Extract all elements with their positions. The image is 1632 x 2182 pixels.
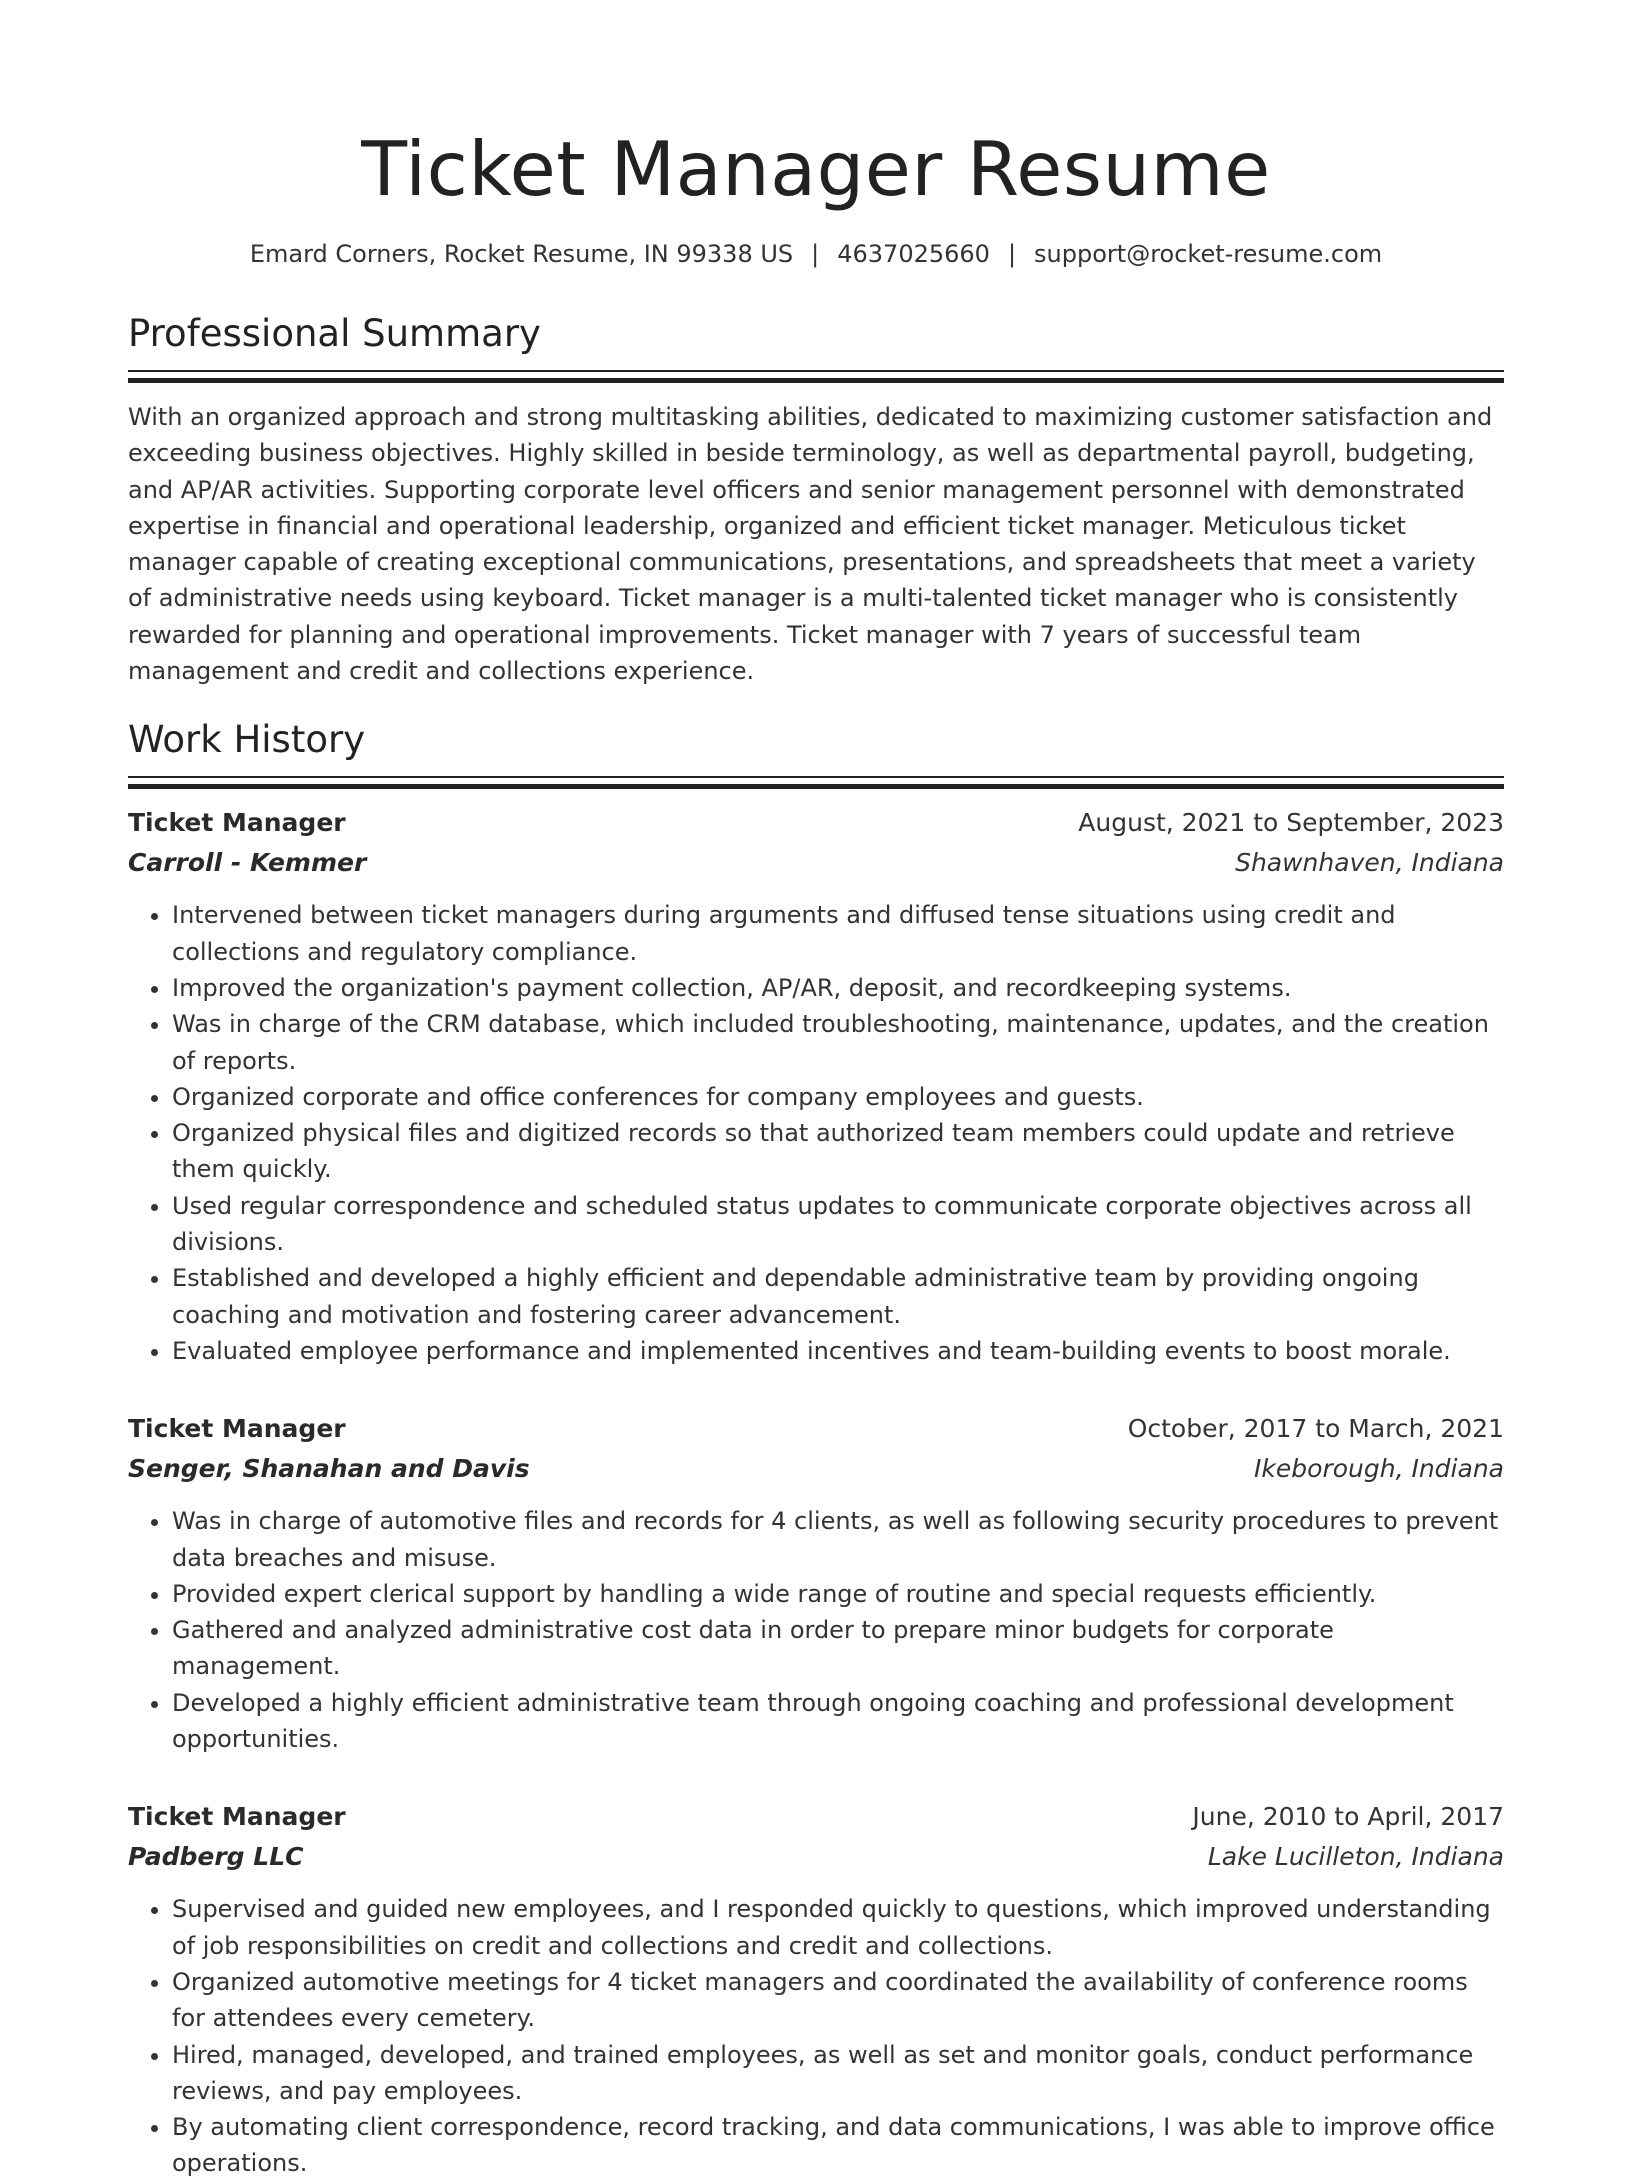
job-entry <box>128 1409 1504 1757</box>
summary-paragraph: With an organized approach and strong multitasking abilities, dedicated to maximizing customer satisfaction and exceeding business objectives. Highly skilled in beside terminology, as well as departmental payroll, budgeting, and AP/AR activities. Supporting corporate level officers and senior management personnel with demonstrated expertise in financial and operational leadership, organized and efficient ticket manager. Meticulous ticket manager capable of creating exceptional communications, presentations, and spreadsheets that meet a variety of administrative needs using keyboard. Ticket manager is a multi-talented ticket manager who is consistently rewarded for planning and operational improvements. Ticket manager with 7 years of successful team management and credit and collections experience. <box>128 403 1493 686</box>
job-bullet: • Intervened between ticket managers during arguments and diffused tense situations using credit and collections and regulatory compliance. <box>172 897 1504 970</box>
job-bullet: • Organized automotive meetings for 4 ticket managers and coordinated the availability of conference rooms for attendees every cemetery. <box>172 1964 1504 2037</box>
contact-separator: | <box>811 240 820 268</box>
job-dates: June, 2010 to April, 2017 <box>1192 1802 1504 1832</box>
job-dates: August, 2021 to September, 2023 <box>1078 808 1504 838</box>
job-header-row <box>128 803 1504 843</box>
job-bullet: • Gathered and analyzed administrative cost data in order to prepare minor budgets for corporate management. <box>172 1612 1504 1685</box>
section-heading-summary: Professional Summary <box>128 312 541 355</box>
job-title: Ticket Manager <box>128 1414 346 1444</box>
job-bullet: • Was in charge of automotive files and records for 4 clients, as well as following security procedures to prevent data breaches and misuse. <box>172 1503 1504 1576</box>
contact-separator: | <box>1007 240 1017 268</box>
contact-phone: 4637025660 <box>837 240 990 268</box>
job-location: Ikeborough, Indiana <box>1254 1454 1504 1484</box>
job-company-row <box>128 1449 1504 1489</box>
contact-address: Emard Corners, Rocket Resume, IN 99338 US <box>249 240 794 268</box>
job-title: Ticket Manager <box>128 808 346 838</box>
job-bullet: • Established and developed a highly efficient and dependable administrative team by providing ongoing coaching and motivation and fostering career advancement. <box>172 1260 1504 1333</box>
job-bullet: • Used regular correspondence and scheduled status updates to communicate corporate objectives across all divisions. <box>172 1188 1504 1261</box>
job-bullet-list <box>128 897 1504 1369</box>
job-bullet: • Supervised and guided new employees, and I responded quickly to questions, which improved understanding of job responsibilities on credit and collections and credit and collections. <box>172 1891 1504 1964</box>
job-bullet: • Organized corporate and office conferences for company employees and guests. <box>172 1079 1504 1115</box>
job-bullet: • Developed a highly efficient administrative team through ongoing coaching and professional development opportunities. <box>172 1685 1504 1758</box>
job-bullet: • Hired, managed, developed, and trained employees, as well as set and monitor goals, conduct performance reviews, and pay employees. <box>172 2037 1504 2110</box>
resume-page <box>128 0 1504 2178</box>
job-header-row <box>128 1797 1504 1837</box>
section-heading-work-history: Work History <box>128 718 366 762</box>
job-bullet: • Organized physical files and digitized records so that authorized team members could update and retrieve them quickly. <box>172 1115 1504 1188</box>
job-bullet: • Provided expert clerical support by handling a wide range of routine and special requests efficiently. <box>172 1576 1504 1612</box>
resume-title: Ticket Manager Resume <box>361 125 1271 213</box>
contact-line <box>128 238 1504 270</box>
job-company-row <box>128 1837 1504 1877</box>
job-location: Lake Lucilleton, Indiana <box>1207 1842 1504 1872</box>
job-bullet: • Was in charge of the CRM database, which included troubleshooting, maintenance, updates, and the creation of reports. <box>172 1006 1504 1079</box>
job-bullet-list <box>128 1503 1504 1757</box>
job-title: Ticket Manager <box>128 1802 346 1832</box>
contact-email: support@rocket-resume.com <box>1034 240 1383 268</box>
job-header-row <box>128 1409 1504 1449</box>
professional-summary-section <box>128 310 1504 689</box>
company-name: Padberg LLC <box>128 1842 304 1872</box>
job-entry <box>128 803 1504 1369</box>
job-bullet: • Improved the organization's payment collection, AP/AR, deposit, and recordkeeping systems. <box>172 970 1504 1006</box>
job-location: Shawnhaven, Indiana <box>1235 848 1504 878</box>
job-bullet: • By automating client correspondence, record tracking, and data communications, I was able to improve office operations. <box>172 2109 1504 2182</box>
job-entry <box>128 1797 1504 2181</box>
company-name: Carroll - Kemmer <box>128 848 367 878</box>
company-name: Senger, Shanahan and Davis <box>128 1454 530 1484</box>
job-bullet-list <box>128 1891 1504 2181</box>
job-dates: October, 2017 to March, 2021 <box>1127 1414 1504 1444</box>
job-bullet: • Evaluated employee performance and implemented incentives and team-building events to boost morale. <box>172 1333 1504 1369</box>
work-history-section <box>128 716 1504 2181</box>
section-divider <box>128 370 1504 383</box>
section-divider <box>128 776 1504 789</box>
job-company-row <box>128 843 1504 883</box>
